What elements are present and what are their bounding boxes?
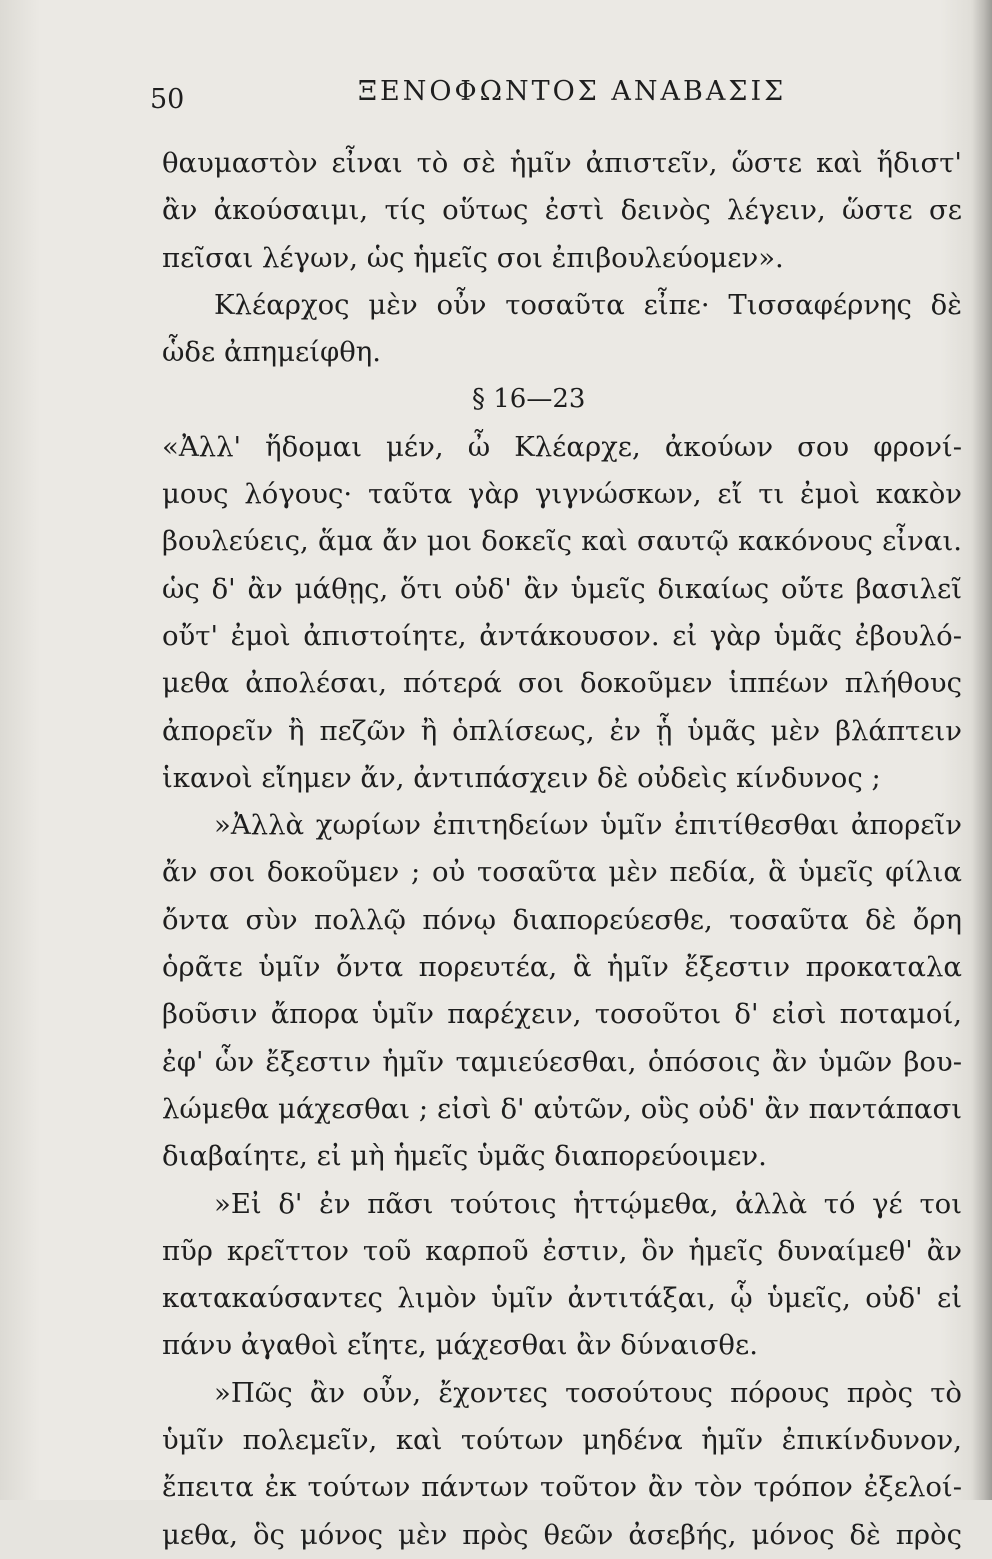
text-line: ὄντα σὺν πολλῷ πόνῳ διαπορεύεσθε, τοσαῦτα δὲ ὄρη — [162, 903, 962, 936]
text-line: »Εἰ δ' ἐν πᾶσι τούτοις ἡττῴμεθα, ἀλλὰ τό γέ τοι — [214, 1187, 962, 1220]
text-line: ὧδε ἀπημείφθη. — [162, 336, 382, 369]
text-line: ἱκανοὶ εἴημεν ἄν, ἀντιπάσχειν δὲ οὐδεὶς κίνδυνος ; — [162, 761, 881, 794]
page-header — [0, 70, 992, 120]
running-title: ΞΕΝΟΦΩΝΤΟΣ ΑΝΑΒΑΣΙΣ — [358, 76, 787, 107]
text-line: πῦρ κρεῖττον τοῦ καρποῦ ἐστιν, ὃν ἡμεῖς δυναίμεθ' ἂν — [162, 1234, 962, 1267]
text-line: διαβαίητε, εἰ μὴ ἡμεῖς ὑμᾶς διαπορεύοιμεν. — [162, 1140, 767, 1173]
text-line: βουλεύεις, ἅμα ἄν μοι δοκεῖς καὶ σαυτῷ κακόνους εἶναι. — [162, 525, 962, 558]
text-line: ὡς δ' ἂν μάθῃς, ὅτι οὐδ' ἂν ὑμεῖς δικαίως οὔτε βασιλεῖ — [162, 572, 962, 605]
text-line: κατακαύσαντες λιμὸν ὑμῖν ἀντιτάξαι, ᾧ ὑμεῖς, οὐδ' εἰ — [162, 1282, 962, 1315]
body-text — [162, 140, 962, 1559]
text-line: ὁρᾶτε ὑμῖν ὄντα πορευτέα, ἃ ἡμῖν ἔξεστιν προκαταλα — [162, 951, 962, 984]
text-line: βοῦσιν ἄπορα ὑμῖν παρέχειν, τοσοῦτοι δ' εἰσὶ ποταμοί, — [162, 998, 962, 1031]
text-line: ἔπειτα ἐκ τούτων πάντων τοῦτον ἂν τὸν τρόπον ἐξελοί- — [162, 1471, 962, 1504]
text-line: μεθα ἀπολέσαι, πότερά σοι δοκοῦμεν ἱππέων πλήθους — [162, 667, 962, 700]
text-line: οὔτ' ἐμοὶ ἀπιστοίητε, ἀντάκουσον. εἰ γὰρ ὑμᾶς ἐβουλό- — [162, 619, 962, 652]
text-line: ἐφ' ὧν ἔξεστιν ἡμῖν ταμιεύεσθαι, ὁπόσοις ἂν ὑμῶν βου- — [162, 1045, 962, 1078]
text-line: πάνυ ἀγαθοὶ εἴητε, μάχεσθαι ἂν δύναισθε. — [162, 1329, 758, 1362]
text-line: λώμεθα μάχεσθαι ; εἰσὶ δ' αὐτῶν, οὓς οὐδ' ἂν παντάπασι — [162, 1092, 962, 1125]
text-line: »Ἀλλὰ χωρίων ἐπιτηδείων ὑμῖν ἐπιτίθεσθαι ἀπορεῖν — [214, 809, 962, 842]
text-line: ἄν σοι δοκοῦμεν ; οὐ τοσαῦτα μὲν πεδία, ἃ ὑμεῖς φίλια — [162, 856, 962, 889]
text-line: θαυμαστὸν εἶναι τὸ σὲ ἡμῖν ἀπιστεῖν, ὥστε καὶ ἥδιστ' — [162, 147, 962, 179]
page-number: 50 — [150, 84, 185, 115]
text-line: μους λόγους· ταῦτα γὰρ γιγνώσκων, εἴ τι ἐμοὶ κακὸν — [162, 478, 962, 511]
text-line: πεῖσαι λέγων, ὡς ἡμεῖς σοι ἐπιβουλεύομεν». — [162, 241, 784, 274]
page-gutter-shadow — [972, 0, 992, 1500]
section-heading: § 16—23 — [472, 384, 586, 415]
text-line: »Πῶς ἂν οὖν, ἔχοντες τοσούτους πόρους πρὸς τὸ — [214, 1376, 962, 1409]
text-line: ἀπορεῖν ἢ πεζῶν ἢ ὁπλίσεως, ἐν ᾗ ὑμᾶς μὲν βλάπτειν — [162, 714, 962, 747]
text-line: μεθα, ὃς μόνος μὲν πρὸς θεῶν ἀσεβής, μόνος δὲ πρὸς — [162, 1518, 962, 1551]
text-line: ὑμῖν πολεμεῖν, καὶ τούτων μηδένα ἡμῖν ἐπικίνδυνον, — [162, 1424, 962, 1457]
text-line: «Ἀλλ' ἥδομαι μέν, ὦ Κλέαρχε, ἀκούων σου φρονί- — [162, 430, 962, 463]
text-line: ἂν ἀκούσαιμι, τίς οὕτως ἐστὶ δεινὸς λέγειν, ὥστε σε — [162, 194, 962, 227]
text-line: Κλέαρχος μὲν οὖν τοσαῦτα εἶπε· Τισσαφέρνης δὲ — [214, 288, 962, 321]
